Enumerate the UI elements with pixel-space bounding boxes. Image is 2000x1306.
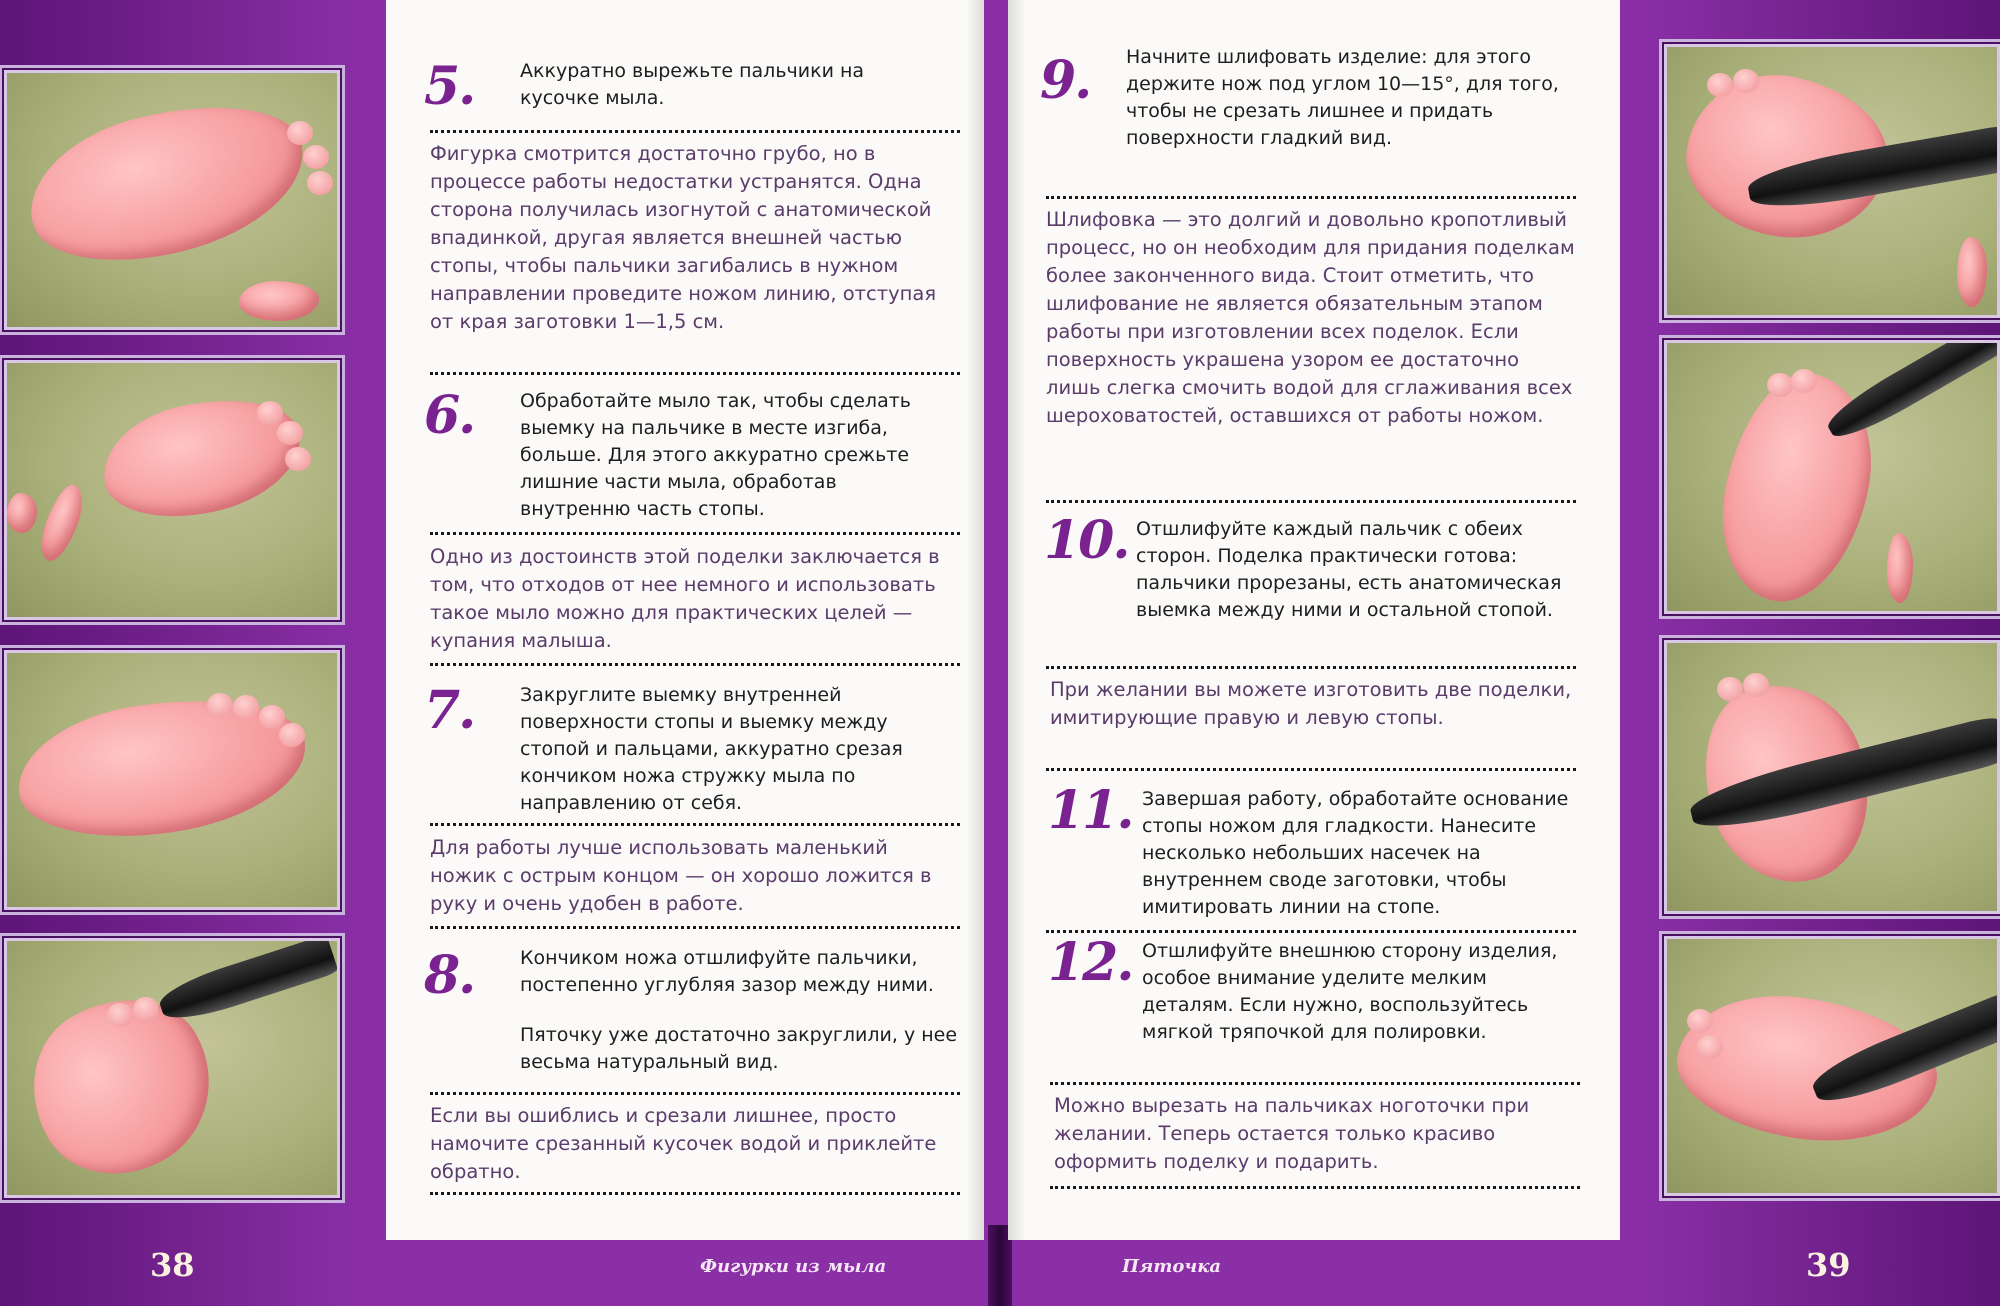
step-10-number: 10. [1044, 510, 1129, 571]
photo-step-9 [1664, 44, 2000, 318]
step-10-text: Отшлифуйте каждый пальчик с обеих сторон. Поделка практически готова: пальчики прорезаны, есть анатомическая выемка между ними и остальной стопой. [1136, 518, 1562, 621]
step-11-text: Завершая работу, обработайте основание стопы ножом для гладкости. Нанесите несколько небольших насечек на внутреннем своде заготовки, чтобы имитировать линии на стопе. [1142, 788, 1569, 918]
divider [430, 532, 960, 535]
photo-step-12 [1664, 936, 2000, 1196]
photo-step-6 [4, 360, 340, 620]
step-6-note: Одно из достоинств этой поделки заключается в том, что отходов от нее немного и использовать такое мыло можно для практических целей — купания малыша. [430, 545, 940, 652]
photo-step-7 [4, 650, 340, 910]
divider [430, 372, 960, 375]
divider [430, 926, 960, 929]
step-9-number: 9. [1040, 50, 1091, 111]
divider [430, 1192, 960, 1195]
divider [1046, 666, 1576, 669]
step-7-number: 7. [424, 680, 475, 741]
step-7-text: Закруглите выемку внутренней поверхности стопы и выемку между стопой и пальцами, аккуратно срезая кончиком ножа стружку мыла по направлению от себя. [520, 684, 903, 814]
step-12-number: 12. [1048, 932, 1133, 993]
step-6-number: 6. [424, 385, 475, 446]
step-11-number: 11. [1048, 780, 1133, 841]
page-number-left: 38 [150, 1246, 195, 1284]
photo-step-5 [4, 70, 340, 330]
divider [430, 1092, 960, 1095]
divider [1050, 1082, 1580, 1085]
step-5-number: 5. [424, 56, 475, 117]
page-number-right: 39 [1806, 1246, 1851, 1284]
step-9-note: Шлифовка — это долгий и довольно кропотливый процесс, но он необходим для придания поделкам более законченного вида. Стоит отметить, что шлифование не является обязательным этапом работы при изготовлении всех поделок. Если поверхность украшена узором ее достаточно лишь слегка смочить водой для сглаживания всех шероховатостей, оставшихся от работы ножом. [1046, 208, 1575, 427]
step-8-note: Если вы ошиблись и срезали лишнее, просто намочите срезанный кусочек водой и приклейте обратно. [430, 1104, 937, 1183]
step-8-text: Кончиком ножа отшлифуйте пальчики, постепенно углубляя зазор между ними. [520, 947, 934, 996]
photo-step-8 [4, 938, 340, 1198]
divider [430, 823, 960, 826]
photo-step-10 [1664, 340, 2000, 614]
divider [1050, 1186, 1580, 1189]
divider [430, 130, 960, 133]
step-5-text: Аккуратно вырежьте пальчики на кусочке мыла. [520, 60, 865, 109]
running-title-right: Пяточка [1122, 1256, 1222, 1277]
divider [430, 663, 960, 666]
step-5-note: Фигурка смотрится достаточно грубо, но в процессе работы недостатки устранятся. Одна сторона получилась изогнутой с анатомической впадинкой, другая является внешней частью стопы, чтобы пальчики загибались в нужном направлении проведите ножом линию, отступая от края заготовки 1—1,5 см. [430, 142, 937, 333]
step-6-text: Обработайте мыло так, чтобы сделать выемку на пальчике в месте изгиба, больше. Для этого аккуратно срежьте лишние части мыла, обработав внутренню часть стопы. [520, 390, 911, 520]
step-12-text: Отшлифуйте внешнюю сторону изделия, особое внимание уделите мелким деталям. Если нужно, воспользуйтесь мягкой тряпочкой для полировки. [1142, 940, 1558, 1043]
divider [1046, 196, 1576, 199]
running-title-left: Фигурки из мыла [700, 1256, 887, 1277]
step-8-number: 8. [424, 945, 475, 1006]
divider [1046, 768, 1576, 771]
step-9-text: Начните шлифовать изделие: для этого держите нож под углом 10—15°, для того, чтобы не срезать лишнее и придать поверхности гладкий вид. [1126, 46, 1559, 149]
divider [1046, 500, 1576, 503]
step-12-note: Можно вырезать на пальчиках ноготочки при желании. Теперь остается только красиво оформить поделку и подарить. [1054, 1094, 1530, 1173]
step-7-note: Для работы лучше использовать маленький ножик с острым концом — он хорошо ложится в руку и очень удобен в работе. [430, 836, 932, 915]
step-8-text-2: Пяточку уже достаточно закруглили, у нее весьма натуральный вид. [520, 1024, 958, 1073]
photo-step-11 [1664, 640, 2000, 914]
step-10-note: При желании вы можете изготовить две поделки, имитирующие правую и левую стопы. [1050, 678, 1572, 729]
